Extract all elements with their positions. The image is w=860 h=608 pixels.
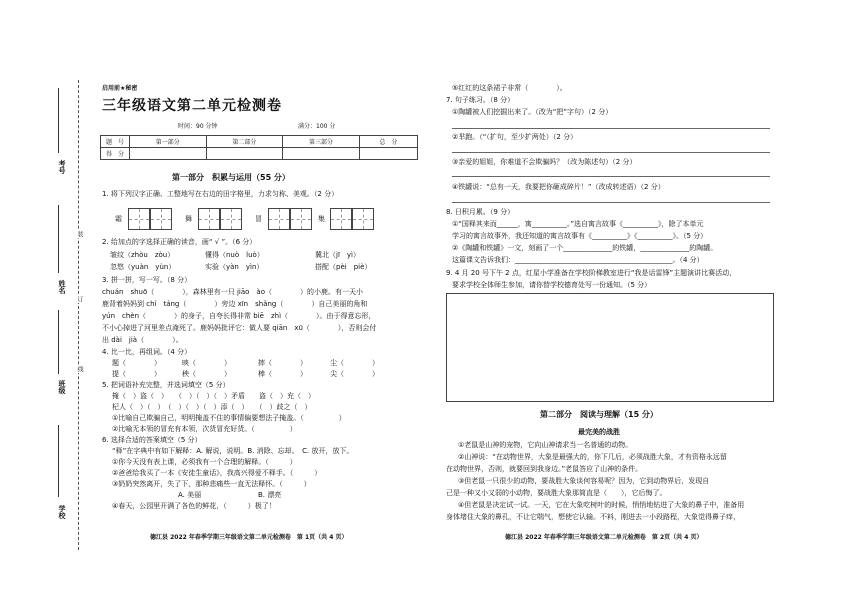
q2-option[interactable]: 懂得（nuò luò） <box>205 251 264 259</box>
story-paragraph[interactable]: 己是一种又小又弱的小动物，要战胜大象那简直是（ ），它后悔了。 <box>446 489 667 497</box>
score-table-col: 第一部分 <box>130 136 207 148</box>
q1-char: 冒 <box>255 215 262 223</box>
writing-grid[interactable] <box>290 208 312 230</box>
q3-line[interactable]: 鹿背着妈妈到 chí táng（ ）旁边 xīn shǎng（ ）自己美丽的角和 <box>102 300 368 308</box>
q3-line[interactable]: 不小心掉进了河里差点淹死了。鹿妈妈批评它：做人要 qiān xū（ ），否则会付 <box>102 324 377 332</box>
score-table-header-row <box>101 136 418 148</box>
q4-cell[interactable]: 秧（ ） <box>182 370 231 378</box>
part2-title: 第二部分 阅读与理解（15 分） <box>540 410 658 419</box>
story-paragraph: 身体堵住大象的鼻孔，不让它喘气，想使它认输。不料，刚进去一小段路程，大象觉得鼻子痒， <box>446 513 740 521</box>
q4-cell[interactable]: 摔（ ） <box>258 359 307 367</box>
seal-char-xian: 线 <box>76 366 83 372</box>
answer-line[interactable] <box>452 128 770 129</box>
footer-right: 德江县 2022 年春季学期三年级语文第二单元检测卷 第 2页（共 4 页） <box>505 534 703 541</box>
q7-item: ②芈跑。（“（扩句，至少扩两处）（2 分） <box>452 133 578 141</box>
notice-writing-box[interactable] <box>446 293 774 402</box>
q1-text: 1. 将下列汉字正确、工整地写在右边的田字格里，力求匀称、美观。（2 分） <box>102 190 339 198</box>
q8-text: 8. 日积月累。（9 分） <box>446 208 515 216</box>
q3-line[interactable]: yún chèn（ ）的身子，自夸长得非常 biē zhì（ ）。由于得意忘形， <box>102 312 376 320</box>
writing-grid[interactable] <box>150 208 172 230</box>
q8-line[interactable]: 学习的寓言故事外，我还知道的寓言故事有《__________》《__________》。（5 分） <box>452 232 708 240</box>
story-paragraph: ①老鼠是山神的宠物，它向山神请求当一名普通的动物。 <box>458 441 633 449</box>
q8-line[interactable]: ①“国释其来而______，寓__________。”选自寓言故事《__________》，除了本单元 <box>452 220 704 228</box>
answer-line[interactable] <box>452 202 770 203</box>
answer-line[interactable] <box>452 152 770 153</box>
seal-char-zhuang: 装 <box>76 231 83 237</box>
q5-idiom-row[interactable]: 掩（ ）盗（ ） （ ）（ ）（ ）矛盾 盗（ ）充（ ） <box>112 392 315 400</box>
exam-score: 满分：100 分 <box>298 123 336 130</box>
q6-item[interactable]: ⑤红红的这条裙子非常（ ）。 <box>452 84 567 92</box>
q2-option[interactable]: 忽悠（yuàn yùn） <box>110 263 176 271</box>
score-table-col: 总 分 <box>359 136 417 148</box>
score-cell[interactable] <box>359 148 417 160</box>
writing-grid[interactable] <box>220 208 242 230</box>
score-table <box>100 135 418 160</box>
q1-char: 霜 <box>115 215 122 223</box>
q1-char: 舞 <box>185 215 192 223</box>
q4-cell[interactable]: 提（ ） <box>112 370 161 378</box>
q2-option[interactable]: 冀北（jī yì） <box>315 251 360 259</box>
q8-line[interactable]: ②《陶罐和铁罐》一文，刻画了一个______________的铁罐，______________的陶罐。 <box>452 244 718 252</box>
score-table-col: 第三部分 <box>283 136 360 148</box>
binding-label-exam-no: 考号 <box>58 160 66 174</box>
writing-grid[interactable] <box>198 208 220 230</box>
q8-line[interactable]: 这篇课文告诉我们：_____________________________________________。（4 分） <box>452 256 704 264</box>
score-table-col: 题 号 <box>101 136 130 148</box>
writing-grid[interactable] <box>268 208 290 230</box>
exam-time: 时间：90 分钟 <box>178 123 218 130</box>
q5-item[interactable]: ②比喻无本领的冒充有本领，次货冒充好货。（ ） <box>112 425 297 433</box>
q3-line[interactable]: chuán shuō（ ），森林里有一只 jiāo ào（ ）的小鹿。有一天小 <box>102 288 364 296</box>
school-field[interactable] <box>58 425 59 497</box>
q5-text: 5. 把词语补充完整，并选词填空（5 分） <box>102 381 230 389</box>
score-cell[interactable] <box>283 148 360 160</box>
q9-text: 9. 4 月 20 号下午 2 点，红星小学准备在学校阶梯教室进行“我是话雷锋”主题演讲比赛活动， <box>446 269 737 277</box>
class-field[interactable] <box>58 310 59 374</box>
story-paragraph: ③但老鼠一只很少的动物，要战胜大象谈何容易呢？因为，它到动物界后，发现自 <box>458 477 710 485</box>
story-title: 最完美的战胜 <box>578 428 620 436</box>
q7-item: ④铁罐说：“总有一天，我要把你砸成碎片！”（改成转述语）（2 分） <box>452 183 665 191</box>
story-paragraph: ②山神说：“在动物世界，大象是最强大的，你下几后，必须战胜大象，才有资格永远留 <box>458 453 727 461</box>
score-table-score-row <box>101 148 418 160</box>
q3-text: 3. 拼一拼，写一写。（8 分） <box>102 276 192 284</box>
q2-option[interactable]: 实验（yàn yìn） <box>205 263 264 271</box>
q4-cell[interactable]: 尖（ ） <box>330 370 379 378</box>
q5-idiom-row[interactable]: 杞人（ ）（ ） （ ）（ ）（ ）添（ ） （ ）歧之（ ） <box>112 403 312 411</box>
q9-text: 要求学校全体师生参加，请你替学校德育处写一份通知。（5 分） <box>452 281 652 289</box>
exam-no-field[interactable] <box>58 88 59 153</box>
score-cell[interactable] <box>130 148 207 160</box>
score-table-row-label: 得 分 <box>101 148 130 160</box>
confidential-tag: 启用前★秘密 <box>102 85 138 92</box>
q6-item[interactable]: ②爸爸给我买了一本《安徒生童话》，我高兴得爱不释手。（ ） <box>112 469 322 477</box>
binding-label-school: 学校 <box>58 505 66 519</box>
page-title: 三年级语文第二单元检测卷 <box>102 98 282 114</box>
q6-option-b: B. 漂亮 <box>258 491 282 499</box>
q6-item[interactable]: ④春天，公园里开满了各色的鲜花，（ ）极了！ <box>112 502 276 510</box>
q2-option[interactable]: 皱纹（zhòu zòu） <box>110 251 175 259</box>
q7-text: 7. 句子练习。（8 分） <box>446 96 515 104</box>
footer-left: 德江县 2022 年春季学期三年级语文第二单元检测卷 第 1页（共 4 页） <box>150 534 348 541</box>
q6-text: 6. 选择合适的答案填空（5 分） <box>102 436 202 444</box>
story-paragraph: 在动物世界，否则，就要回到我身边。”老鼠答应了山神的条件。 <box>446 465 643 473</box>
q1-char: 集 <box>318 215 325 223</box>
q5-item[interactable]: ①比喻自己欺骗自己，明明掩盖不住的事情偏要想法子掩盖。（ ） <box>112 414 346 422</box>
score-table-col: 第二部分 <box>206 136 283 148</box>
writing-grid[interactable] <box>128 208 150 230</box>
writing-grid[interactable] <box>330 208 352 230</box>
q2-option[interactable]: 搭配（pèi piè） <box>315 263 372 271</box>
writing-grid[interactable] <box>352 208 374 230</box>
q6-item[interactable]: ①你今天没有表上课，必须我有一个合理的解释。（ ） <box>112 458 297 466</box>
q4-text: 4. 比一比，再组词。（4 分） <box>102 348 192 356</box>
q3-line[interactable]: 出 dài jià（ ）。 <box>102 336 183 344</box>
binding-label-name: 姓名 <box>58 280 66 294</box>
q4-cell[interactable]: 映（ ） <box>182 359 231 367</box>
part1-title: 第一部分 积累与运用（55 分） <box>172 173 290 182</box>
name-field[interactable] <box>58 205 59 273</box>
seal-char-ding: 订 <box>76 296 83 302</box>
q4-cell[interactable]: 尘（ ） <box>330 359 379 367</box>
binding-dashed-line <box>78 80 79 550</box>
score-cell[interactable] <box>206 148 283 160</box>
story-paragraph: ④但老鼠是决定试一试。一天，它在大象吃树叶的时候，悄悄地钻进了大象的鼻子中，准备用 <box>458 501 745 509</box>
q7-item: ①陶罐被人们挖掘出来了。（改为“把”字句）（2 分） <box>452 108 613 116</box>
answer-line[interactable] <box>452 176 770 177</box>
q6-option-a: A. 美丽 <box>178 491 202 499</box>
q6-item[interactable]: ③奶奶突然离开，失了下，那种悲痛些一直无法释怀。（ ） <box>112 480 311 488</box>
q2-text: 2. 给加点的字选择正确的读音，画“ √ ”。（6 分） <box>102 238 257 246</box>
q6-intro: “释”在字典中有如下解释：A. 解说，说明。B. 消除、忘却。 C. 放开，放下。 <box>112 447 354 455</box>
binding-label-class: 班级 <box>58 380 66 394</box>
q4-cell[interactable]: 题（ ） <box>112 359 161 367</box>
q7-item: ③亲爱的姐姐，你难道不会欺骗吗？（改为陈述句）（2 分） <box>452 158 637 166</box>
q4-cell[interactable]: 棒（ ） <box>258 370 307 378</box>
